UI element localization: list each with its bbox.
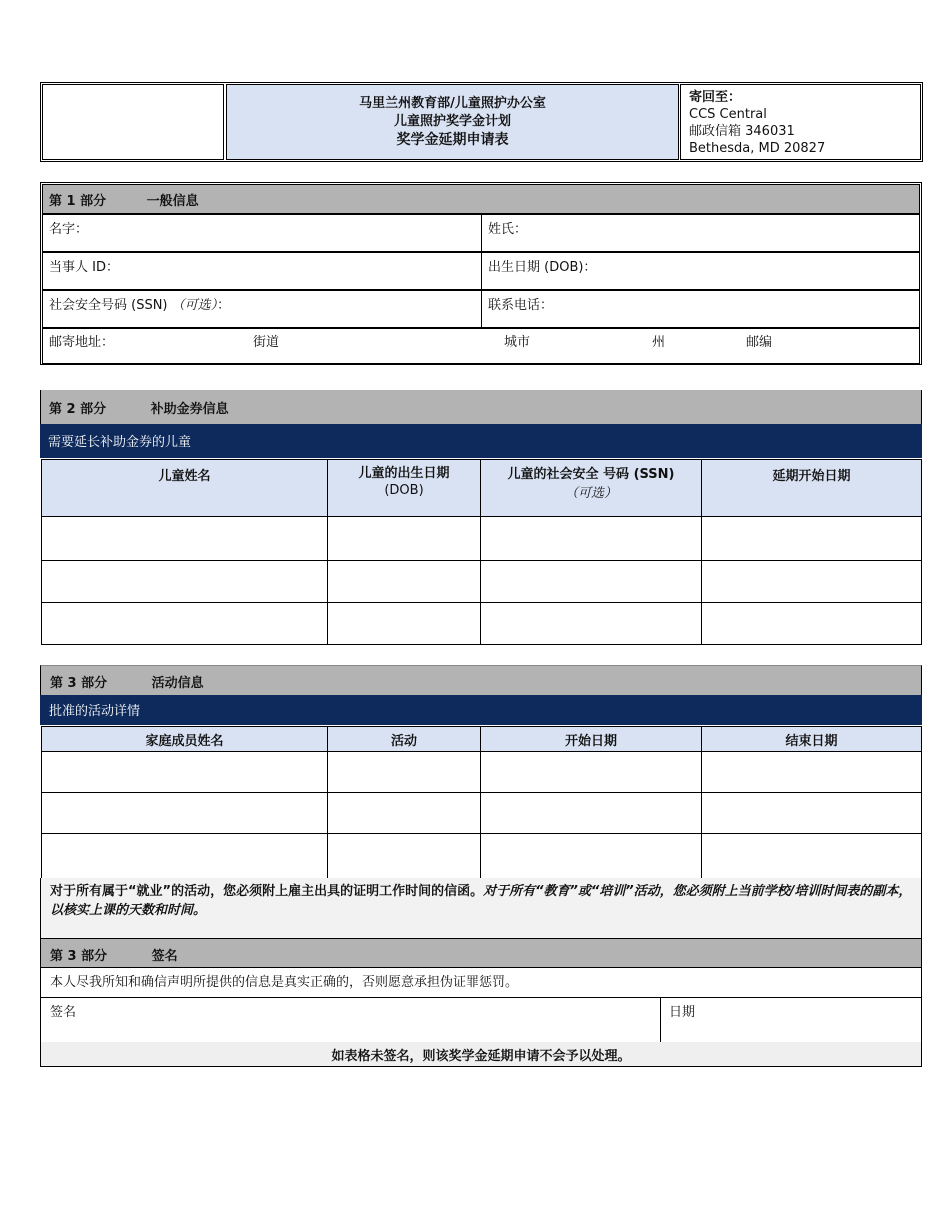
- address-zip: 邮编: [746, 335, 773, 350]
- phone-label: 联系电话：: [488, 298, 554, 313]
- part3-col-end: [701, 726, 922, 752]
- part2-col-dob: [327, 459, 481, 517]
- return-address-block: [680, 84, 921, 160]
- client-id-field[interactable]: [42, 252, 482, 290]
- part3-col4-text: 结束日期: [785, 734, 838, 749]
- part2-row2-dob[interactable]: [327, 560, 481, 603]
- address-state: 州: [652, 335, 666, 350]
- part2-col2-text: 儿童的出生日期: [358, 466, 450, 481]
- part3-col-start: [480, 726, 702, 752]
- part2-col-child-name: [41, 459, 328, 517]
- last-name-field[interactable]: [481, 214, 920, 252]
- part3-row1-activity[interactable]: [327, 751, 481, 793]
- header-logo-box: [42, 84, 224, 160]
- part1-subtitle: 一般信息: [146, 194, 199, 209]
- header-form-title: 奖学金延期申请表: [396, 132, 509, 148]
- part3-col2-text: 活动: [390, 734, 417, 749]
- signature-footer-text: 如表格未签名，则该奖学金延期申请不会予以处理。: [331, 1049, 631, 1064]
- part3-col3-text: 开始日期: [564, 734, 617, 749]
- part2-col3-text: 儿童的社会安全 号码 (SSN): [507, 467, 675, 482]
- return-line2: 邮政信箱 346031: [689, 124, 795, 139]
- signature-header: [40, 938, 922, 968]
- part3-title: 第 3 部分: [50, 676, 108, 691]
- part3-header: [40, 665, 922, 695]
- return-line3: Bethesda, MD 20827: [689, 141, 826, 156]
- part3-row1-start[interactable]: [480, 751, 702, 793]
- ssn-field[interactable]: [42, 290, 482, 328]
- part2-col-start-date: [701, 459, 922, 517]
- part2-row1-name[interactable]: [41, 516, 328, 561]
- first-name-field[interactable]: [42, 214, 482, 252]
- signature-date-label: 日期: [669, 1005, 696, 1020]
- part1-title: 第 1 部分: [49, 194, 107, 209]
- part3-subtitle: 活动信息: [151, 676, 204, 691]
- address-city: 城市: [504, 335, 531, 350]
- ssn-colon: ：: [217, 298, 231, 313]
- header-program: 儿童照护奖学金计划: [393, 114, 511, 129]
- part2-col2b-text: (DOB): [384, 483, 424, 498]
- header-title-block: [226, 84, 679, 160]
- part3-col-member: [41, 726, 328, 752]
- first-name-label: 名字：: [49, 222, 89, 237]
- part2-subtitle: 补助金券信息: [150, 402, 229, 417]
- part2-row2-ssn[interactable]: [480, 560, 702, 603]
- part3-row1-member[interactable]: [41, 751, 328, 793]
- return-label: 寄回至：: [689, 90, 742, 105]
- dob-field[interactable]: [481, 252, 920, 290]
- part2-header: [40, 390, 922, 424]
- address-label: 邮寄地址：: [49, 335, 115, 350]
- part3-row3-member[interactable]: [41, 833, 328, 879]
- part2-col1-text: 儿童姓名: [158, 469, 211, 484]
- part2-col4-text: 延期开始日期: [772, 469, 851, 484]
- signature-footer: [40, 1042, 922, 1067]
- part2-row1-start[interactable]: [701, 516, 922, 561]
- part3-note-italic: 对于所有“教育”或“培训”活动，您必须附上当前学校/培训时间表的副本，以核实上课的天数和时间。: [50, 884, 912, 918]
- part2-row3-name[interactable]: [41, 602, 328, 645]
- signature-title: 第 3 部分: [50, 949, 108, 964]
- part2-row1-ssn[interactable]: [480, 516, 702, 561]
- part2-col-ssn: [480, 459, 702, 517]
- part2-row3-dob[interactable]: [327, 602, 481, 645]
- phone-field[interactable]: [481, 290, 920, 328]
- part2-banner: [40, 424, 922, 458]
- part3-row3-activity[interactable]: [327, 833, 481, 879]
- part3-col-activity: [327, 726, 481, 752]
- part3-row2-member[interactable]: [41, 792, 328, 834]
- header-agency: 马里兰州教育部/儿童照护办公室: [359, 96, 546, 111]
- signature-declaration: [40, 968, 922, 998]
- part2-row2-name[interactable]: [41, 560, 328, 603]
- ssn-label: 社会安全号码 (SSN): [49, 298, 168, 313]
- last-name-label: 姓氏：: [488, 222, 528, 237]
- part2-row3-ssn[interactable]: [480, 602, 702, 645]
- part3-banner: [40, 695, 922, 725]
- return-line1: CCS Central: [689, 107, 767, 122]
- part3-note: [40, 878, 922, 938]
- part2-title: 第 2 部分: [49, 402, 107, 417]
- declaration-text: 本人尽我所知和确信声明所提供的信息是真实正确的，否则愿意承担伪证罪惩罚。: [50, 975, 519, 990]
- part3-row2-start[interactable]: [480, 792, 702, 834]
- part3-row2-activity[interactable]: [327, 792, 481, 834]
- part3-row1-end[interactable]: [701, 751, 922, 793]
- signature-date-field[interactable]: [660, 998, 922, 1042]
- client-id-label: 当事人 ID：: [49, 260, 119, 275]
- signature-label: 签名: [50, 1005, 77, 1020]
- part3-row3-end[interactable]: [701, 833, 922, 879]
- address-field[interactable]: [42, 328, 920, 364]
- part3-banner-text: 批准的活动详情: [49, 704, 141, 719]
- dob-label: 出生日期 (DOB)：: [488, 260, 597, 275]
- part3-row3-start[interactable]: [480, 833, 702, 879]
- signature-field[interactable]: [40, 998, 661, 1042]
- part2-banner-text: 需要延长补助金券的儿童: [48, 435, 192, 450]
- part1-header: [42, 184, 920, 214]
- part2-row1-dob[interactable]: [327, 516, 481, 561]
- part2-row3-start[interactable]: [701, 602, 922, 645]
- ssn-optional: （可选）: [171, 298, 218, 313]
- part3-col1-text: 家庭成员姓名: [145, 734, 224, 749]
- part2-col3b-text: （可选）: [564, 486, 617, 501]
- part3-row2-end[interactable]: [701, 792, 922, 834]
- part2-row2-start[interactable]: [701, 560, 922, 603]
- address-street: 街道: [253, 335, 280, 350]
- part3-note-plain: 对于所有属于“就业”的活动，您必须附上雇主出具的证明工作时间的信函。: [50, 884, 484, 899]
- signature-subtitle: 签名: [151, 949, 178, 964]
